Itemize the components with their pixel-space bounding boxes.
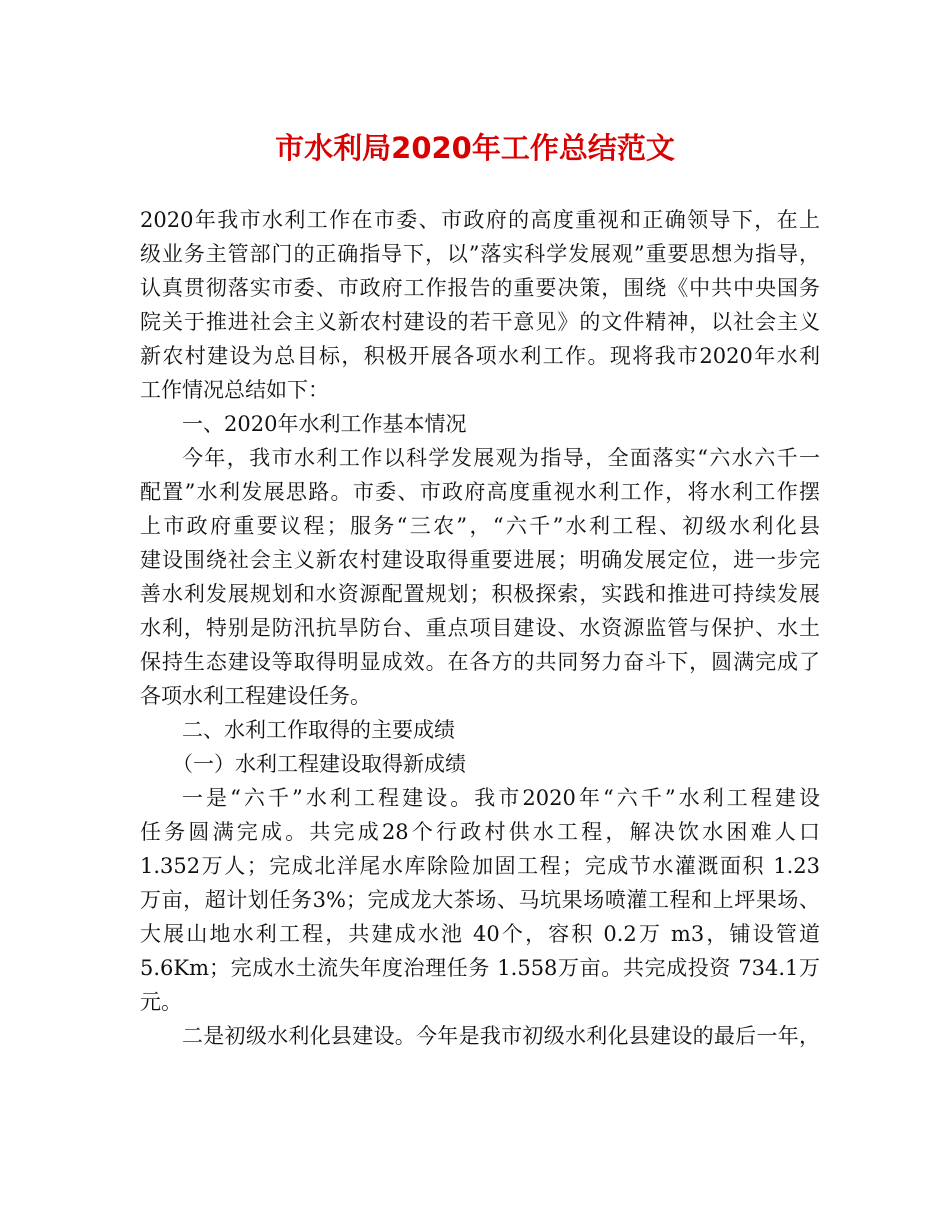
text-line: 上市政府重要议程；服务“三农”，“六千”水利工程、初级水利化县 [140, 514, 820, 538]
text-line: 万亩，超计划任务3%；完成龙大茶场、马坑果场喷灌工程和上坪果场、 [140, 888, 820, 912]
text-line: 任务圆满完成。共完成28个行政村供水工程，解决饮水困难人口 [140, 820, 820, 844]
text-line: 水利，特别是防汛抗旱防台、重点项目建设、水资源监管与保护、水土 [140, 616, 820, 640]
text-line: 大展山地水利工程，共建成水池 40个，容积 0.2万 m3，铺设管道 [140, 922, 820, 946]
text-line: （一）水利工程建设取得新成绩 [172, 752, 466, 776]
text-line: 二、水利工作取得的主要成绩 [182, 718, 455, 742]
subsection-heading-1 [140, 747, 820, 781]
text-line: 二是初级水利化县建设。今年是我市初级水利化县建设的最后一年， [182, 1024, 820, 1048]
text-line: 一是“六千”水利工程建设。我市2020年“六千”水利工程建设 [182, 786, 820, 810]
text-line: 元。 [140, 990, 182, 1014]
paragraph-irrigation-county [140, 1019, 820, 1053]
text-line: 认真贯彻落实市委、市政府工作报告的重要决策，围绕《中共中央国务 [140, 276, 820, 300]
paragraph-basic-situation [140, 441, 820, 713]
paragraph-six-thousand-projects [140, 781, 820, 1019]
text-line: 配置”水利发展思路。市委、市政府高度重视水利工作，将水利工作摆 [140, 480, 820, 504]
text-line: 今年，我市水利工作以科学发展观为指导，全面落实“六水六千一 [182, 446, 820, 470]
text-line: 2020年我市水利工作在市委、市政府的高度重视和正确领导下，在上 [140, 208, 820, 232]
text-line: 一、2020年水利工作基本情况 [182, 412, 467, 436]
text-line: 级业务主管部门的正确指导下，以”落实科学发展观”重要思想为指导， [140, 242, 820, 266]
text-line: 建设围绕社会主义新农村建设取得重要进展；明确发展定位，进一步完 [140, 548, 820, 572]
section-heading-1 [140, 407, 820, 441]
text-line: 各项水利工程建设任务。 [140, 684, 371, 708]
text-line: 新农村建设为总目标，积极开展各项水利工作。现将我市2020年水利 [140, 344, 820, 368]
text-line: 保持生态建设等取得明显成效。在各方的共同努力奋斗下，圆满完成了 [140, 650, 820, 674]
paragraph-intro [140, 203, 820, 407]
text-line: 院关于推进社会主义新农村建设的若干意见》的文件精神，以社会主义 [140, 310, 820, 334]
text-line: 5.6Km；完成水土流失年度治理任务 1.558万亩。共完成投资 734.1万 [140, 956, 820, 980]
document-title: 市水利局2020年工作总结范文 [275, 131, 675, 165]
document-body [140, 203, 820, 1053]
text-line: 1.352万人；完成北洋尾水库除险加固工程；完成节水灌溉面积 1.23 [140, 854, 820, 878]
text-line: 工作情况总结如下： [140, 378, 329, 402]
text-line: 善水利发展规划和水资源配置规划；积极探索，实践和推进可持续发展 [140, 582, 820, 606]
section-heading-2 [140, 713, 820, 747]
